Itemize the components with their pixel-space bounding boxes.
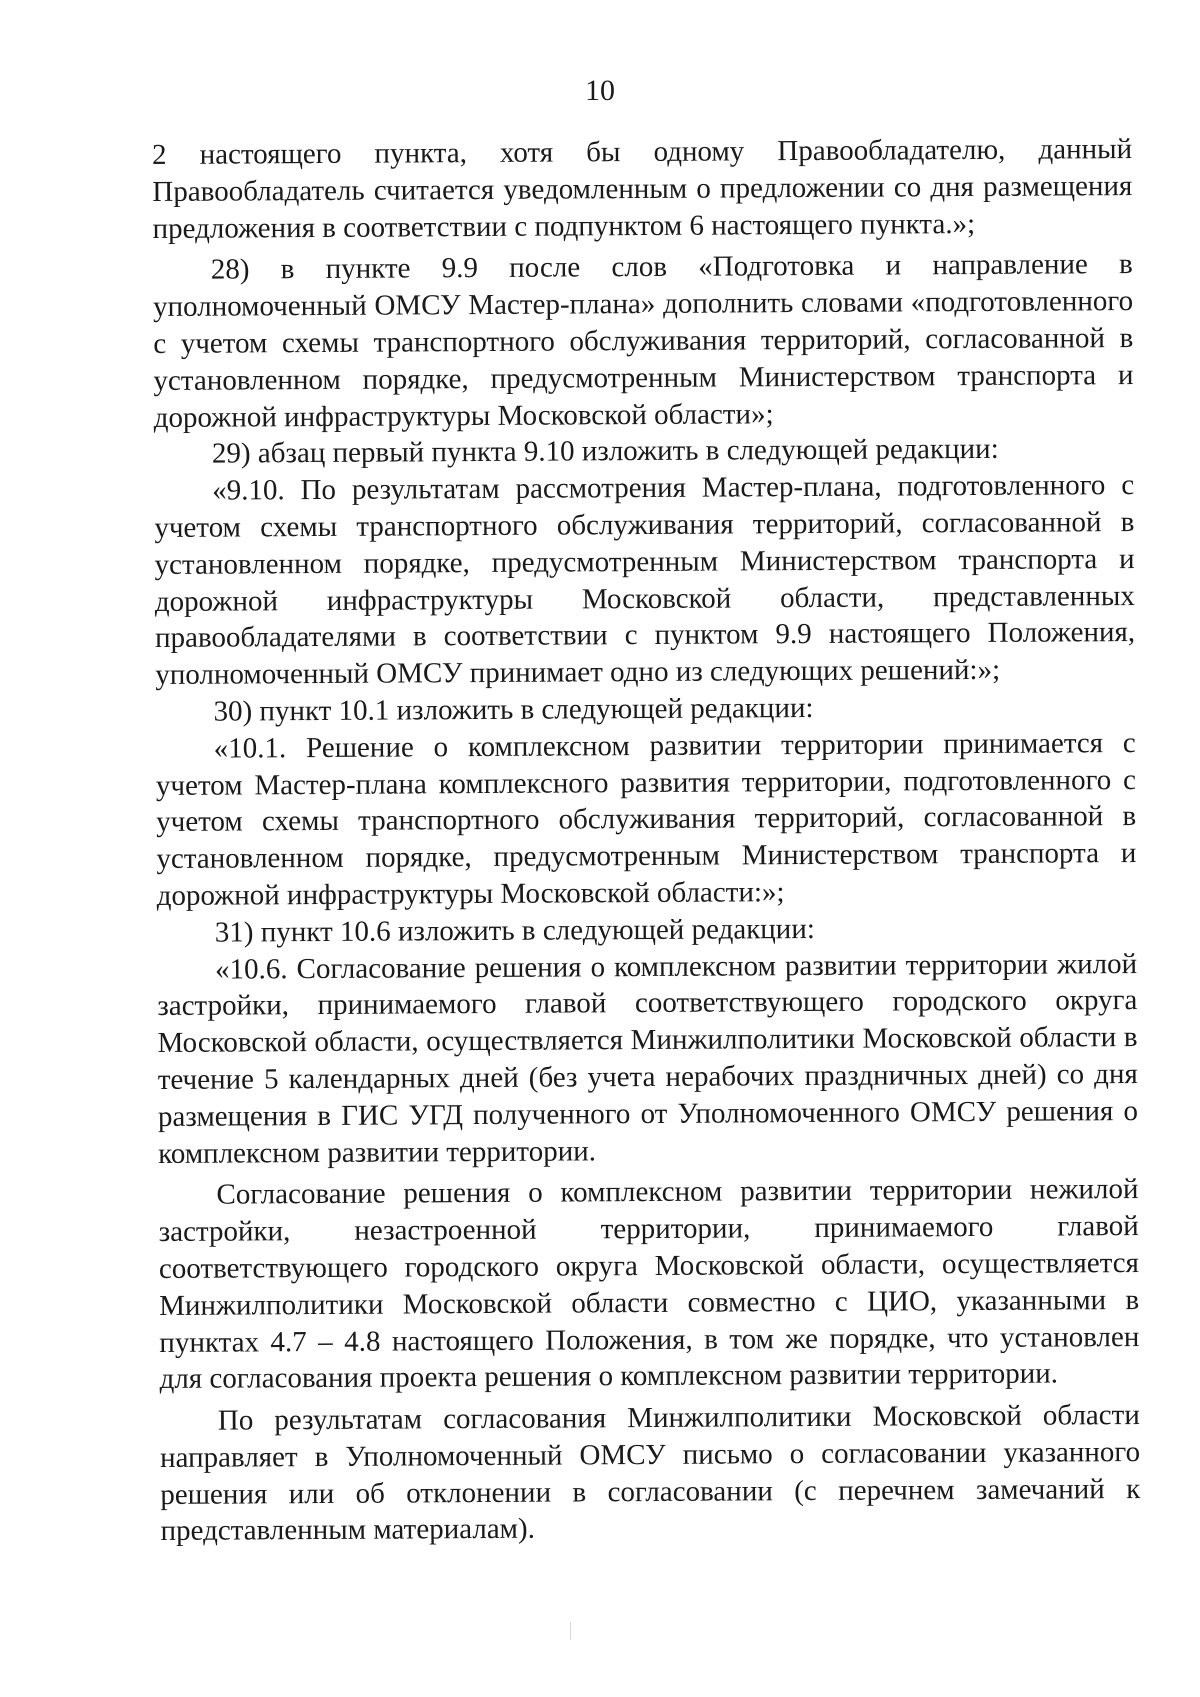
scan-mark — [570, 1622, 571, 1640]
paragraph-item-31: 31) пункт 10.6 изложить в следующей редакции: — [214, 912, 815, 949]
paragraph-quote-9-10: «9.10. По результатам рассмотрения Мастер-плана, подготовленного с учетом схемы транспортного обслуживания территорий, согласованной в установленном порядке, предусмотренным Министерством транспорта и дорожной инфраструктуры Московской области, представленных правообладателями в соответствии с пунктом 9.9 настоящего Положения, уполномоченный ОМСУ принимает одно из следующих решений:»; — [154, 469, 1136, 692]
paragraph-quote-10-1: «10.1. Решение о комплексном развитии территории принимается с учетом Мастер-плана комплексного развития территории, подготовленного с учетом схемы транспортного обслуживания территорий, согласованной в установленном порядке, предусмотренным Министерством транспорта и дорожной инфраструктуры Московской области:»; — [155, 726, 1137, 912]
paragraph-approval-nonresidential: Согласование решения о комплексном развитии территории нежилой застройки, незастроенной территории, принимаемого главой соответствующего городского округа Московской области, осуществляется Минжилполитики Московской области совместно с ЦИО, указанными в пунктах 4.7 – 4.8 настоящего Положения, в том же порядке, что установлен для согласования проекта решения о комплексном развитии территории. — [158, 1173, 1140, 1396]
paragraph-quote-10-6: «10.6. Согласование решения о комплексном развитии территории жилой застройки, принимаемого главой соответствующего городского округа Московской области, осуществляется Минжилполитики Московской области в течение 5 календарных дней (без учета нерабочих праздничных дней) со дня размещения в ГИС УГД полученного от Уполномоченного ОМСУ решения о комплексном развитии территории. — [157, 947, 1139, 1170]
paragraph-continuation: 2 настоящего пункта, хотя бы одному Правообладателю, данный Правообладатель считается уведомленным о предложении со дня размещения предложения в соответствии с подпунктом 6 настоящего пункта.»; — [152, 133, 1133, 245]
document-body — [152, 131, 1141, 1550]
page-number: 10 — [585, 74, 615, 107]
paragraph-approval-result: По результатам согласования Минжилполитики Московской области направляет в Уполномоченный ОМСУ письмо о согласовании указанного решения или об отклонении в согласовании (с перечнем замечаний к представленным материалам). — [159, 1399, 1141, 1548]
paragraph-item-29: 29) абзац первый пункта 9.10 изложить в следующей редакции: — [211, 433, 999, 471]
paragraph-item-28: 28) в пункте 9.9 после слов «Подготовка и направление в уполномоченный ОМСУ Мастер-плана» дополнить словами «подготовленного с учетом схемы транспортного обслуживания территорий, согласованной в установленном порядке, предусмотренным Министерством транспорта и дорожной инфраструктуры Московской области»; — [152, 248, 1134, 434]
paragraph-item-30: 30) пункт 10.1 изложить в следующей редакции: — [213, 691, 814, 728]
